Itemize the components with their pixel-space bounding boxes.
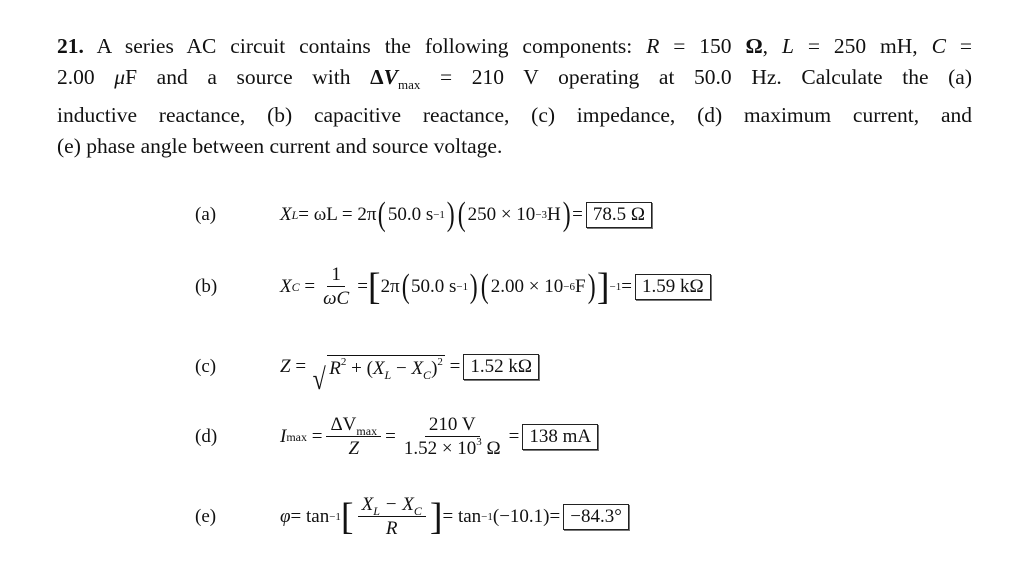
problem-line-2: 2.00 μF and a source with $\Delta V_{max} = 210$ V operating at 50.0 Hz. Calculate the (a) <box>57 65 972 92</box>
fraction-delta-v-over-z: $\frac{\Delta V_{max}}{Z}$ <box>326 414 381 461</box>
square-root: √ $R^2 + (X_L - X_C)^2$ <box>312 355 443 396</box>
fraction-1-over-omega-c: $\frac{1}{\omega C}$ <box>323 263 350 309</box>
answer-box-d: 138 mA <box>522 424 598 450</box>
solution-c: (c) Z = √ $R^2 + (X_L - X_C)^2$ = 1.52 kΩ <box>195 342 539 392</box>
problem-line-3: inductive reactance, (b) capacitive reactance, (c) impedance, (d) maximum current, and <box>57 103 972 127</box>
answer-box-e: −84.3° <box>563 504 629 530</box>
solution-b: (b) X C = $\frac{1}{\omega C}$ = [ 2π ( 50.0 s −1 ) ( 2.00 × 10 −6 F ) ] −1 = 1.59 kΩ <box>195 262 711 312</box>
solution-e: (e) φ = tan −1 [ $\frac{X_L - X_C}{R}$ ] = tan −1 (−10.1) = −84.3° <box>195 492 629 542</box>
solution-e-label: (e) <box>195 506 217 527</box>
solution-d: (d) I max = $\frac{\Delta V_{max}}{Z}$ = $\frac{210 V}{1.52 \times 10^3 \Omega}$ = 138 mA <box>195 412 598 462</box>
problem-line-4: (e) phase angle between current and source voltage. <box>57 134 503 158</box>
answer-box-a: 78.5 Ω <box>586 202 652 228</box>
solution-d-label: (d) <box>195 426 218 447</box>
fraction-numeric: $\frac{210 V}{1.52 \times 10^3 \Omega}$ <box>403 413 501 459</box>
solution-a-label: (a) <box>195 204 217 225</box>
answer-box-c: 1.52 kΩ <box>463 354 539 380</box>
problem-number: 21. <box>57 34 84 58</box>
solution-c-label: (c) <box>195 356 217 377</box>
problem-statement <box>57 31 972 162</box>
answer-box-b: 1.59 kΩ <box>635 274 711 300</box>
problem-line-1: 21. A series AC circuit contains the following components: R = 150 Ω, L = 250 mH, C = <box>57 34 972 58</box>
solution-b-label: (b) <box>195 276 218 297</box>
fraction-phase: $\frac{X_L - X_C}{R}$ <box>358 494 426 541</box>
solution-a: (a) X L = ωL = 2π ( 50.0 s −1 ) ( 250 × 10 −3 H ) = 78.5 Ω <box>195 190 652 240</box>
